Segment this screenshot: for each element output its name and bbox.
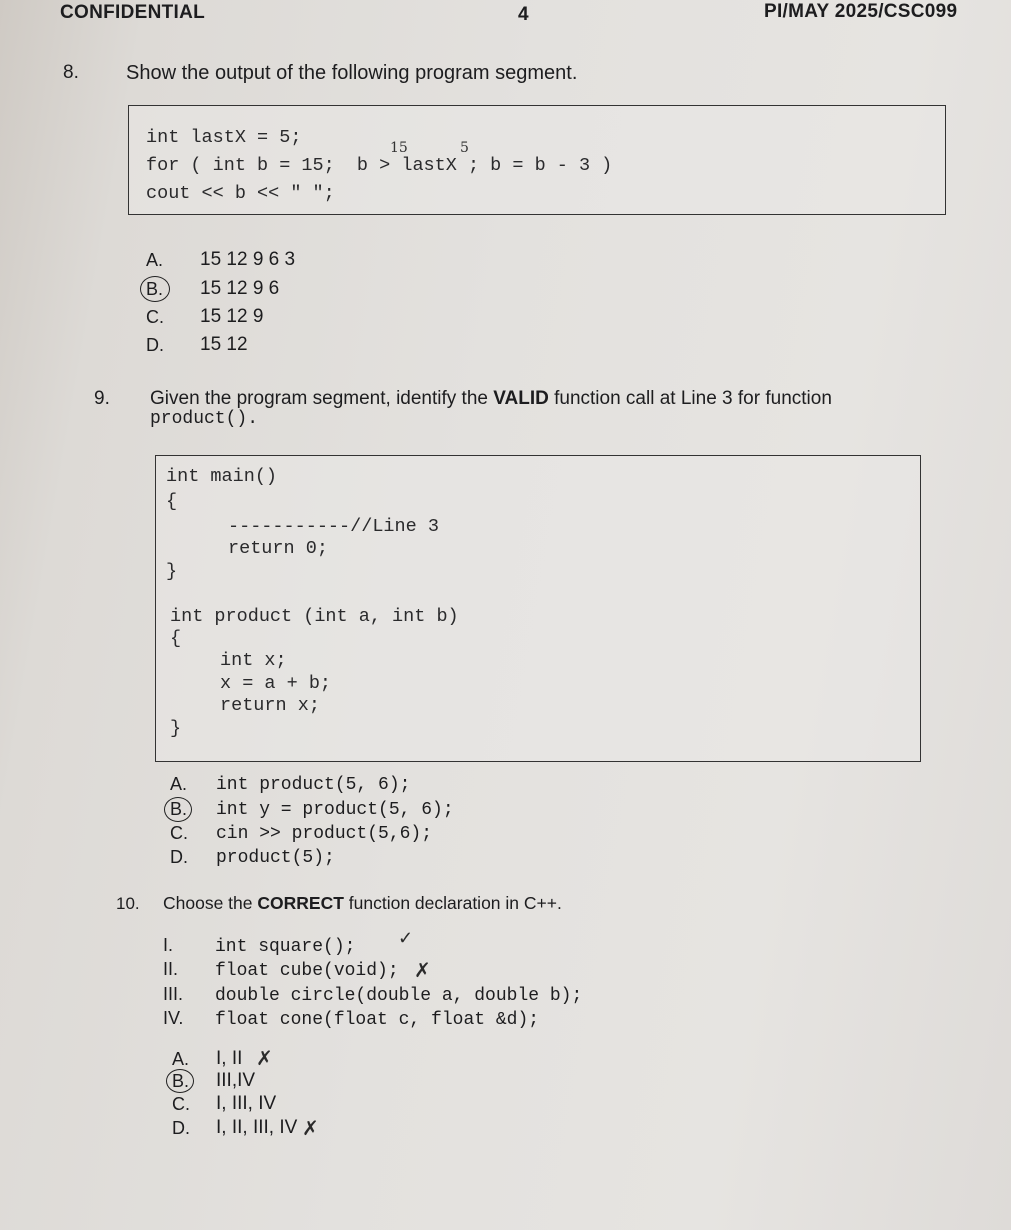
q10-item-1-label: I.: [163, 935, 174, 955]
q10-option-c-text: I, III, IV: [216, 1093, 277, 1114]
q9-text-before: Given the program segment, identify the: [150, 388, 494, 409]
q9-code-line-8: int x;: [220, 650, 287, 671]
q9-code-line-7: {: [170, 628, 182, 649]
q8-code-line-1: int lastX = 5;: [146, 127, 302, 148]
header-confidential: CONFIDENTIAL: [60, 2, 206, 23]
q9-option-d-text: product(5);: [216, 848, 335, 868]
q9-code-line-11: }: [170, 718, 182, 739]
q9-code-line-1: int main(): [166, 466, 278, 487]
q10-option-a-label: A.: [172, 1049, 190, 1069]
q9-option-a-label: A.: [170, 774, 188, 794]
q10-text-bold: CORRECT: [257, 893, 344, 913]
q9-text-after: function call at Line 3 for function: [548, 388, 832, 409]
q8-option-d-label: D.: [146, 335, 164, 355]
q9-code-line-10: return x;: [220, 695, 320, 716]
header-course-code: PI/MAY 2025/CSC099: [764, 1, 958, 22]
q9-option-c-text: cin >> product(5,6);: [216, 824, 433, 844]
q8-text: Show the output of the following program segment.: [126, 62, 578, 84]
q9-code-line-6: int product (int a, int b): [170, 606, 459, 627]
q9-option-a-text: int product(5, 6);: [216, 775, 411, 795]
q8-option-b-text: 15 12 9 6: [200, 278, 280, 299]
q8-option-b-label: B.: [146, 279, 164, 299]
q10-item-4-text: float cone(float c, float &d);: [215, 1010, 540, 1030]
q10-option-a-text: I, II: [216, 1048, 243, 1069]
q9-code-line-3: -----------//Line 3: [228, 516, 439, 537]
q10-text-before: Choose the: [163, 893, 258, 913]
q10-item-2-label: II.: [163, 959, 179, 979]
q9-code-line-4: return 0;: [228, 538, 328, 559]
q10-option-b-label: B.: [172, 1071, 190, 1091]
q10-option-c-label: C.: [172, 1094, 190, 1114]
q9-code-line-9: x = a + b;: [220, 673, 332, 694]
page-number: 4: [518, 4, 529, 25]
q9-text-bold: VALID: [493, 388, 549, 409]
q10-item-3-text: double circle(double a, double b);: [215, 986, 583, 1006]
q9-code-line-5: }: [166, 561, 178, 582]
q10-option-d-label: D.: [172, 1118, 190, 1138]
q8-option-a-text: 15 12 9 6 3: [200, 249, 296, 270]
q9-code-line-2: {: [166, 491, 178, 512]
q10-item-2-text: float cube(void);: [215, 961, 399, 981]
q9-option-b-label: B.: [170, 799, 188, 819]
q10-text: [163, 893, 562, 914]
q10-item-3-label: III.: [163, 984, 184, 1004]
q8-handwritten-5: 5: [460, 140, 469, 156]
q10-text-after: function declaration in C++.: [343, 893, 562, 913]
q8-handwritten-15: 15: [390, 140, 408, 156]
q10-option-d-text: I, II, III, IV: [216, 1117, 298, 1138]
q8-option-c-text: 15 12 9: [200, 306, 264, 327]
q10-option-d-cross-icon: ✗: [302, 1118, 319, 1140]
q8-option-c-label: C.: [146, 307, 164, 327]
q10-item-4-label: IV.: [163, 1008, 184, 1028]
q9-number: 9.: [94, 388, 110, 409]
q8-code-line-3: cout << b << " ";: [146, 183, 335, 204]
q8-code-line-2: for ( int b = 15; b > lastX ; b = b - 3 ): [146, 155, 613, 176]
q8-option-a-label: A.: [146, 250, 164, 270]
q9-option-d-label: D.: [170, 847, 188, 867]
q8-option-d-text: 15 12: [200, 334, 248, 355]
q9-text: [150, 388, 832, 410]
q8-number: 8.: [63, 62, 79, 83]
q10-option-b-text: III,IV: [216, 1070, 256, 1091]
q10-item-2-cross-icon: ✗: [414, 960, 431, 982]
q10-item-1-checkmark-icon: ✓: [398, 928, 414, 948]
q10-number: 10.: [116, 894, 140, 913]
q9-text-line2: product().: [150, 409, 259, 429]
q9-option-b-text: int y = product(5, 6);: [216, 800, 454, 820]
q9-option-c-label: C.: [170, 823, 188, 843]
q10-item-1-text: int square();: [215, 937, 356, 957]
q10-option-a-cross-icon: ✗: [256, 1048, 273, 1070]
